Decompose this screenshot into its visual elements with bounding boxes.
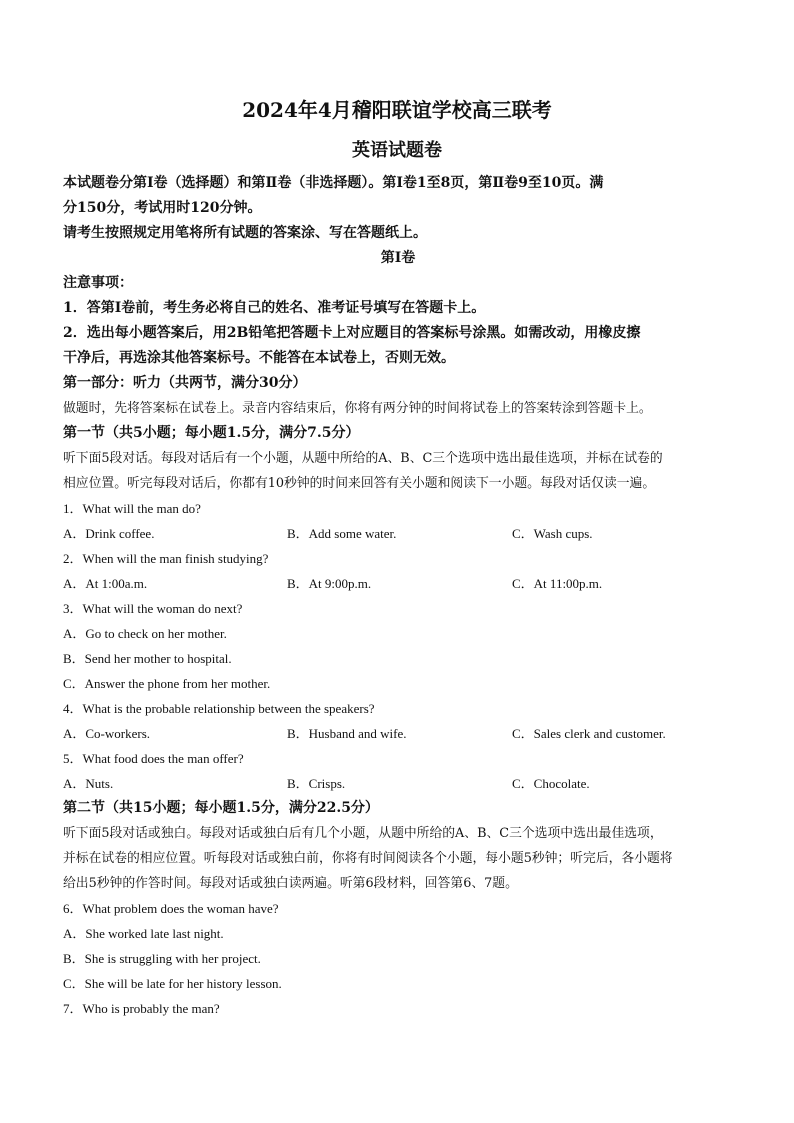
section2-instruction-line-2: 并标在试卷的相应位置。听每段对话或独白前，你将有时间阅读各个小题，每小题5秒钟；听完后，各小题将 — [63, 851, 673, 866]
question-stem: 6．What problem does the woman have? — [63, 901, 279, 916]
section2-instruction-line-3: 给出5秒钟的作答时间。每段对话或独白读两遍。听第6段材料，回答第6、7题。 — [63, 876, 518, 891]
intro-line-2: 分150分，考试用时120分钟。 — [63, 200, 262, 216]
part1-heading: 第一部分：听力（共两节，满分30分） — [63, 375, 307, 391]
question-stem: 1．What will the man do? — [63, 501, 201, 516]
option-b: B．She is struggling with her project. — [63, 951, 261, 966]
option-b: B．Crisps. — [287, 776, 346, 791]
part1-instruction: 做题时，先将答案标在试卷上。录音内容结束后，你将有两分钟的时间将试卷上的答案转涂到答题卡上。 — [63, 401, 652, 416]
question-stem: 7．Who is probably the man? — [63, 1001, 220, 1016]
option-row — [63, 771, 733, 796]
option-b: B．Add some water. — [287, 526, 397, 541]
option-c: C．At 11:00p.m. — [512, 576, 603, 591]
option-row — [63, 521, 733, 546]
exam-body — [63, 171, 733, 1021]
volume-label: 第Ⅰ卷 — [380, 250, 416, 266]
option-c: C．Wash cups. — [512, 526, 593, 541]
section2-heading: 第二节（共15小题；每小题1.5分，满分22.5分） — [63, 800, 379, 816]
notes-item-2-line-2: 干净后，再选涂其他答案标号。不能答在本试卷上，否则无效。 — [63, 350, 455, 366]
section1-instruction-line-1: 听下面5段对话。每段对话后有一个小题，从题中所给的A、B、C三个选项中选出最佳选项，并标在试卷的 — [63, 451, 663, 466]
option-a: A．Co-workers. — [63, 726, 151, 741]
option-c: C．Chocolate. — [512, 776, 590, 791]
notes-item-1: 1．答第Ⅰ卷前，考生务必将自己的姓名、准考证号填写在答题卡上。 — [63, 300, 486, 316]
option-c: C．She will be late for her history lesson. — [63, 976, 282, 991]
question-stem: 2．When will the man finish studying? — [63, 551, 269, 566]
option-row — [63, 571, 733, 596]
option-a: A．At 1:00a.m. — [63, 576, 148, 591]
notes-heading: 注意事项： — [63, 275, 133, 291]
intro-line-3: 请考生按照规定用笔将所有试题的答案涂、写在答题纸上。 — [63, 225, 427, 241]
exam-title: 2024年4月稽阳联谊学校高三联考 — [242, 98, 552, 122]
option-b: B．Husband and wife. — [287, 726, 407, 741]
option-row — [63, 721, 733, 746]
question-stem: 3．What will the woman do next? — [63, 601, 243, 616]
option-a: A．Nuts. — [63, 776, 114, 791]
option-a: A．Drink coffee. — [63, 526, 155, 541]
section1-instruction-line-2: 相应位置。听完每段对话后，你都有10秒钟的时间来回答有关小题和阅读下一小题。每段对话仅读一遍。 — [63, 476, 656, 491]
question-stem: 5．What food does the man offer? — [63, 751, 244, 766]
intro-line-1: 本试题卷分第Ⅰ卷（选择题）和第Ⅱ卷（非选择题）。第Ⅰ卷1至8页，第Ⅱ卷9至10页。满 — [63, 175, 604, 191]
option-a: A．She worked late last night. — [63, 926, 224, 941]
option-b: B．At 9:00p.m. — [287, 576, 372, 591]
option-c: C．Sales clerk and customer. — [512, 726, 666, 741]
option-c: C．Answer the phone from her mother. — [63, 676, 271, 691]
section1-heading: 第一节（共5小题；每小题1.5分，满分7.5分） — [63, 425, 360, 441]
notes-item-2-line-1: 2．选出每小题答案后，用2B铅笔把答题卡上对应题目的答案标号涂黑。如需改动，用橡皮擦 — [63, 325, 641, 341]
option-a: A．Go to check on her mother. — [63, 626, 227, 641]
exam-subtitle: 英语试题卷 — [352, 140, 442, 161]
question-stem: 4．What is the probable relationship between the speakers? — [63, 701, 375, 716]
section2-instruction-line-1: 听下面5段对话或独白。每段对话或独白后有几个小题，从题中所给的A、B、C三个选项中选出最佳选项， — [63, 826, 663, 841]
option-b: B．Send her mother to hospital. — [63, 651, 232, 666]
